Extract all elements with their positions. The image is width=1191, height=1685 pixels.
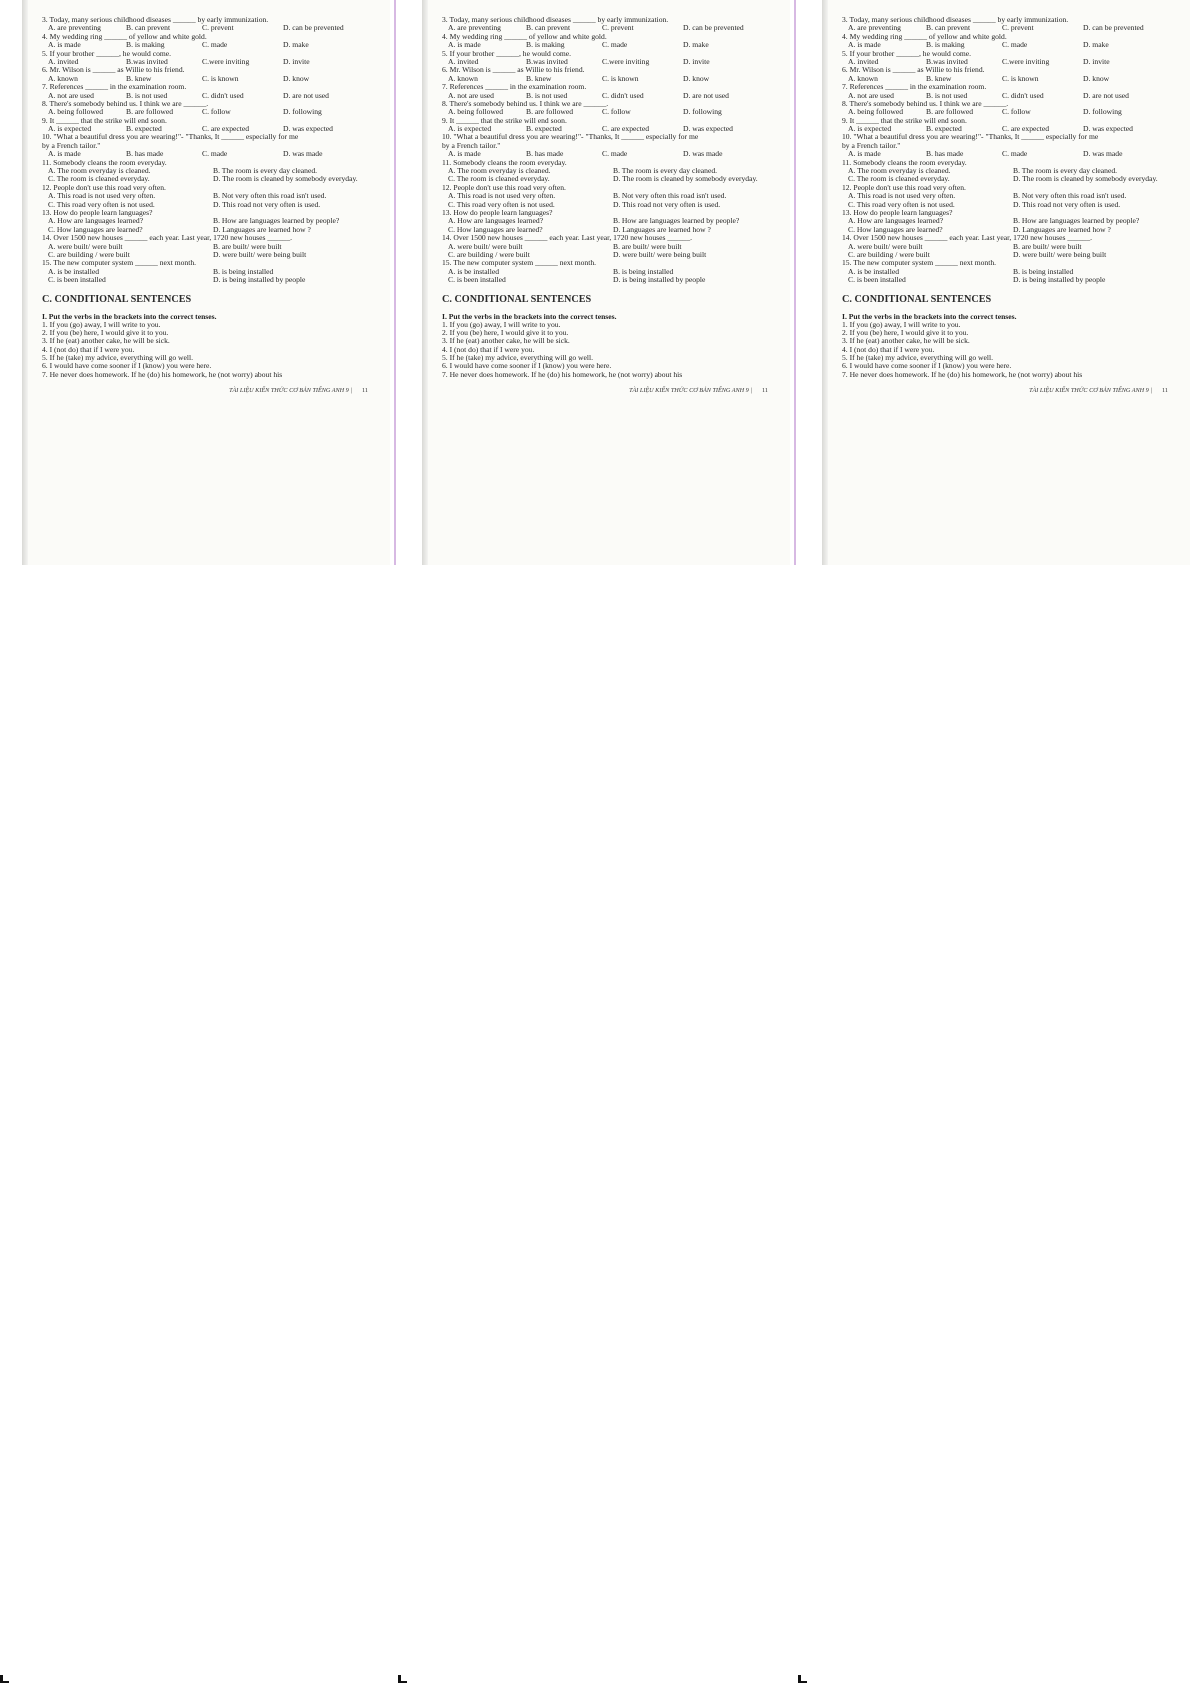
answer-option[interactable]: D. following [683,107,722,117]
answer-option[interactable]: B. expected [126,124,162,134]
question-stem: 4. My wedding ring ______ of yellow and white gold. [842,32,1007,41]
answer-option[interactable]: C. are expected [602,124,650,134]
answer-option[interactable]: B. is making [526,40,565,50]
question-stem: 9. It ______ that the strike will end soon. [42,116,167,125]
answer-option[interactable]: A. invited [848,56,879,66]
answer-options [42,24,378,32]
answer-option[interactable]: D. invite [1083,56,1110,66]
page-footer [42,387,378,395]
answer-option[interactable]: A. invited [48,56,79,66]
page-footer [842,387,1178,395]
answer-options [442,276,778,284]
answer-option[interactable]: C. are building / were built [448,249,530,259]
answer-option[interactable]: A. This road is not used very often. [448,191,556,201]
question-stem: 13. How do people learn languages? [442,208,553,217]
answer-option[interactable]: D. are not used [683,90,729,100]
answer-options [842,125,1178,133]
question-stem: 14. Over 1500 new houses ______ each year. Last year, 1720 new houses ______. [442,234,693,243]
exercise-title: I. Put the verbs in the brackets into the correct tenses. [42,311,217,321]
answer-option[interactable]: C.were inviting [1002,56,1050,66]
exercise-item: 3. If he (eat) another cake, he will be sick. [842,337,970,346]
answer-option[interactable]: D. know [1083,73,1110,83]
answer-option[interactable]: A. known [448,73,478,83]
answer-option[interactable]: B. are built/ were built [613,241,682,251]
answer-option[interactable]: A. invited [448,56,479,66]
answer-options [42,175,378,183]
answer-option[interactable]: C. made [602,40,628,50]
bottom-crop-marks [0,1675,1191,1685]
answer-option[interactable]: A. How are languages learned? [48,216,144,226]
answer-option[interactable]: A. being followed [848,107,904,117]
answer-options [442,175,778,183]
footer-text: TÀI LIỆU KIẾN THỨC CƠ BẢN TIẾNG ANH 9 | [229,387,353,395]
answer-option[interactable]: A. is be installed [848,266,900,276]
crop-mark [798,1675,801,1683]
question-stem: 12. People don't use this road very often. [442,183,566,192]
answer-option[interactable]: A. is made [448,40,481,50]
answer-option[interactable]: B. expected [926,124,962,134]
question-stem: 15. The new computer system ______ next month. [842,259,997,268]
answer-option[interactable]: B. How are languages learned by people? [1013,216,1140,226]
page-copy-2 [422,0,790,565]
answer-option[interactable]: B. knew [126,73,152,83]
answer-options [842,251,1178,259]
answer-options [442,125,778,133]
answer-option[interactable]: B. Not very often this road isn't used. [213,191,327,201]
answer-option[interactable]: C. This road very often is not used. [848,199,955,209]
answer-option[interactable]: A. is be installed [448,266,500,276]
answer-option[interactable]: D. This road not very often is used. [1013,199,1121,209]
answer-option[interactable]: A. The room everyday is cleaned. [448,166,551,176]
question-stem: 4. My wedding ring ______ of yellow and white gold. [42,32,207,41]
answer-option[interactable]: C. made [1002,40,1028,50]
answer-options [442,92,778,100]
answer-option[interactable]: A. How are languages learned? [848,216,944,226]
answer-options [442,251,778,259]
answer-option[interactable]: C. How languages are learned? [848,224,943,234]
answer-option[interactable]: C. is been installed [48,275,106,285]
answer-options [442,41,778,49]
answer-option[interactable]: B. can prevent [526,23,571,33]
question-stem: 5. If your brother ______, he would come. [42,49,172,58]
answer-option[interactable]: B. The room is every day cleaned. [1013,166,1118,176]
page-copy-body [442,16,778,395]
answer-option[interactable]: A. were built/ were built [448,241,523,251]
answer-option[interactable]: A. is expected [48,124,92,134]
answer-option[interactable]: C. is been installed [448,275,506,285]
page-copy-3 [822,0,1190,565]
answer-option[interactable]: D. make [1083,40,1109,50]
answer-option[interactable]: B. are built/ were built [213,241,282,251]
answer-option[interactable]: C. are building / were built [848,249,930,259]
answer-option[interactable]: D. was expected [683,124,733,134]
answer-option[interactable]: B. are built/ were built [1013,241,1082,251]
answer-options [42,125,378,133]
answer-option[interactable]: D. This road not very often is used. [613,199,721,209]
answer-options [442,58,778,66]
answer-option[interactable]: C. prevent [202,23,234,33]
answer-option[interactable]: A. not are used [448,90,494,100]
answer-options [442,24,778,32]
answer-option[interactable]: D. Languages are learned how ? [613,224,711,234]
question-stem: 10. "What a beautiful dress you are wearing!"- "Thanks, It ______ especially for me [842,133,1099,142]
answer-option[interactable]: A. not are used [48,90,94,100]
answer-options [842,92,1178,100]
answer-option[interactable]: D. invite [283,56,310,66]
answer-option[interactable]: A. The room everyday is cleaned. [48,166,151,176]
answer-option[interactable]: C. are expected [202,124,250,134]
footer-text: TÀI LIỆU KIẾN THỨC CƠ BẢN TIẾNG ANH 9 | [1029,387,1153,395]
exercise-item: 5. If he (take) my advice, everything will go well. [842,354,993,363]
answer-option[interactable]: C. made [1002,149,1028,159]
answer-option[interactable]: B. can prevent [926,23,971,33]
answer-options [42,108,378,116]
answer-option[interactable]: B. knew [926,73,952,83]
answer-option[interactable]: C. follow [202,107,231,117]
answer-options [842,276,1178,284]
column-divider [394,0,396,565]
answer-options [42,201,378,209]
crop-mark [398,1675,401,1683]
answer-options [442,108,778,116]
answer-option[interactable]: B.was invited [126,56,168,66]
answer-option[interactable]: C. made [202,149,228,159]
question-stem: 13. How do people learn languages? [42,208,153,217]
question-stem: 8. There's somebody behind us. I think we are ______. [442,99,609,108]
page-number: 11 [362,387,368,395]
answer-options [42,92,378,100]
answer-option[interactable]: A. is made [48,149,81,159]
answer-option[interactable]: D. The room is cleaned by somebody everyday. [1013,174,1158,184]
answer-options [842,58,1178,66]
question-stem: 3. Today, many serious childhood diseases ______ by early immunization. [42,16,269,24]
exercise-item: 7. He never does homework. If he (do) his homework, he (not worry) about his [42,370,283,379]
answer-option[interactable]: D. know [283,73,310,83]
answer-option[interactable]: C.were inviting [602,56,650,66]
exercise-item: 3. If he (eat) another cake, he will be sick. [42,337,170,346]
answer-option[interactable]: C. follow [1002,107,1031,117]
exercise-item: 7. He never does homework. If he (do) his homework, he (not worry) about his [442,370,683,379]
answer-option[interactable]: D. Languages are learned how ? [1013,224,1111,234]
column-divider [794,0,796,565]
answer-option[interactable]: D. The room is cleaned by somebody everyday. [213,174,358,184]
section-title: C. CONDITIONAL SENTENCES [442,293,592,305]
answer-options [842,175,1178,183]
question-stem: 12. People don't use this road very often. [42,183,166,192]
answer-option[interactable]: C. How languages are learned? [48,224,143,234]
answer-option[interactable]: C. is known [602,73,639,83]
question-stem-continued: by a French tailor." [42,141,101,150]
answer-option[interactable]: D. is being installed by people [213,275,306,285]
answer-options [842,201,1178,209]
question-stem: 5. If your brother ______, he would come. [442,49,572,58]
answer-option[interactable]: B. The room is every day cleaned. [613,166,718,176]
answer-option[interactable]: C. How languages are learned? [448,224,543,234]
answer-option[interactable]: C. made [202,40,228,50]
answer-option[interactable]: D. was made [683,149,723,159]
answer-options [842,150,1178,158]
answer-option[interactable]: A. are preventing [48,23,101,33]
answer-option[interactable]: C. made [602,149,628,159]
answer-option[interactable]: C. didn't used [602,90,644,100]
answer-option[interactable]: C. This road very often is not used. [48,199,155,209]
answer-option[interactable]: B. is not used [926,90,968,100]
answer-option[interactable]: D. is being installed by people [1013,275,1106,285]
answer-option[interactable]: D. This road not very often is used. [213,199,321,209]
answer-option[interactable]: A. How are languages learned? [448,216,544,226]
answer-option[interactable]: B. Not very often this road isn't used. [613,191,727,201]
question-stem-continued: by a French tailor." [442,141,501,150]
question-stem: 5. If your brother ______, he would come. [842,49,972,58]
answer-option[interactable]: C. The room is cleaned everyday. [848,174,950,184]
answer-option[interactable]: A. being followed [48,107,104,117]
answer-option[interactable]: B. are followed [126,107,174,117]
exercise-item: 6. I would have come sooner if I (know) you were here. [442,362,612,371]
answer-options [842,108,1178,116]
answer-option[interactable]: D. make [683,40,709,50]
answer-option[interactable]: B. Not very often this road isn't used. [1013,191,1127,201]
question-stem: 7. References ______ in the examination room. [442,83,587,92]
answer-option[interactable]: C. is been installed [848,275,906,285]
page-copy-body [42,16,378,395]
answer-option[interactable]: B. expected [526,124,562,134]
exercise-item: 5. If he (take) my advice, everything will go well. [42,354,193,363]
exercise-title: I. Put the verbs in the brackets into the correct tenses. [442,311,617,321]
answer-option[interactable]: B. has made [126,149,164,159]
answer-options [42,251,378,259]
answer-option[interactable]: A. The room everyday is cleaned. [848,166,951,176]
answer-option[interactable]: D. following [1083,107,1122,117]
answer-option[interactable]: C. is known [1002,73,1039,83]
question-stem: 6. Mr. Wilson is ______ as Willie to his friend. [442,66,585,75]
answer-option[interactable]: D. were built/ were being built [213,249,307,259]
answer-options [842,226,1178,234]
answer-option[interactable]: B. is making [926,40,965,50]
answer-option[interactable]: D. are not used [1083,90,1129,100]
answer-option[interactable]: D. were built/ were being built [613,249,707,259]
answer-options [442,150,778,158]
answer-option[interactable]: D. make [283,40,309,50]
exercise-item: 2. If you (be) here, I would give it to you. [42,328,169,337]
answer-option[interactable]: A. This road is not used very often. [48,191,156,201]
answer-option[interactable]: A. not are used [848,90,894,100]
question-stem: 14. Over 1500 new houses ______ each year. Last year, 1720 new houses ______. [842,234,1093,243]
question-stem: 10. "What a beautiful dress you are wearing!"- "Thanks, It ______ especially for me [442,133,699,142]
answer-option[interactable]: B. knew [526,73,552,83]
question-stem: 13. How do people learn languages? [842,208,953,217]
question-stem: 15. The new computer system ______ next month. [42,259,197,268]
answer-option[interactable]: C. This road very often is not used. [448,199,555,209]
answer-option[interactable]: D. know [683,73,710,83]
exercise-item: 4. I (not do) that if I were you. [842,345,935,354]
answer-options [42,75,378,83]
question-stem: 8. There's somebody behind us. I think we are ______. [42,99,209,108]
answer-option[interactable]: D. can be prevented [1083,23,1144,33]
answer-option[interactable]: B. is making [126,40,165,50]
exercise-item: 2. If you (be) here, I would give it to you. [842,328,969,337]
exercise-item: 6. I would have come sooner if I (know) you were here. [842,362,1012,371]
answer-option[interactable]: D. following [283,107,322,117]
exercise-item: 5. If he (take) my advice, everything will go well. [442,354,593,363]
exercise-item: 2. If you (be) here, I would give it to you. [442,328,569,337]
answer-option[interactable]: A. known [848,73,878,83]
answer-options [42,150,378,158]
answer-option[interactable]: A. is expected [448,124,492,134]
answer-option[interactable]: A. is made [848,40,881,50]
answer-option[interactable]: B. has made [926,149,964,159]
question-stem: 11. Somebody cleans the room everyday. [42,158,167,167]
page-copy-body [842,16,1178,395]
answer-option[interactable]: C. are building / were built [48,249,130,259]
answer-option[interactable]: C. prevent [602,23,634,33]
question-stem: 9. It ______ that the strike will end soon. [842,116,967,125]
exercise-item: 4. I (not do) that if I were you. [42,345,135,354]
answer-option[interactable]: A. This road is not used very often. [848,191,956,201]
answer-option[interactable]: A. were built/ were built [48,241,123,251]
answer-option[interactable]: A. is expected [848,124,892,134]
exercise-item: 1. If you (go) away, I will write to you. [42,320,161,329]
answer-option[interactable]: B. is not used [526,90,568,100]
page-footer [442,387,778,395]
answer-option[interactable]: B. is being installed [213,266,274,276]
answer-option[interactable]: C. The room is cleaned everyday. [448,174,550,184]
answer-option[interactable]: B. are followed [926,107,974,117]
exercise-item: 1. If you (go) away, I will write to you. [442,320,561,329]
answer-option[interactable]: B. has made [526,149,564,159]
question-stem: 11. Somebody cleans the room everyday. [842,158,967,167]
answer-option[interactable]: B. are followed [526,107,574,117]
exercise-item: 4. I (not do) that if I were you. [442,345,535,354]
answer-option[interactable]: D. was expected [1083,124,1133,134]
question-stem: 7. References ______ in the examination room. [842,83,987,92]
answer-option[interactable]: A. is be installed [48,266,100,276]
answer-option[interactable]: C. prevent [1002,23,1034,33]
section-title: C. CONDITIONAL SENTENCES [842,293,992,305]
exercise-item: 6. I would have come sooner if I (know) you were here. [42,362,212,371]
answer-options [442,201,778,209]
answer-option[interactable]: D. was made [283,149,323,159]
answer-option[interactable]: B.was invited [526,56,568,66]
question-stem: 7. References ______ in the examination room. [42,83,187,92]
question-stem: 4. My wedding ring ______ of yellow and white gold. [442,32,607,41]
question-stem: 12. People don't use this road very often. [842,183,966,192]
page-number: 11 [1162,387,1168,395]
answer-option[interactable]: C. didn't used [1002,90,1044,100]
exercise-title: I. Put the verbs in the brackets into the correct tenses. [842,311,1017,321]
answer-option[interactable]: C. The room is cleaned everyday. [48,174,150,184]
question-stem: 6. Mr. Wilson is ______ as Willie to his friend. [42,66,185,75]
answer-option[interactable]: B. The room is every day cleaned. [213,166,318,176]
answer-option[interactable]: D. was made [1083,149,1123,159]
question-stem: 8. There's somebody behind us. I think we are ______. [842,99,1009,108]
answer-options [42,276,378,284]
footer-text: TÀI LIỆU KIẾN THỨC CƠ BẢN TIẾNG ANH 9 | [629,387,753,395]
answer-option[interactable]: A. is made [848,149,881,159]
answer-option[interactable]: A. is made [448,149,481,159]
answer-option[interactable]: A. are preventing [848,23,901,33]
answer-options [42,226,378,234]
question-stem: 11. Somebody cleans the room everyday. [442,158,567,167]
answer-option[interactable]: A. are preventing [448,23,501,33]
answer-option[interactable]: D. can be prevented [283,23,344,33]
answer-options [442,226,778,234]
question-stem: 10. "What a beautiful dress you are wearing!"- "Thanks, It ______ especially for me [42,133,299,142]
page-copy-1 [22,0,390,565]
answer-option[interactable]: B. How are languages learned by people? [213,216,340,226]
answer-option[interactable]: D. can be prevented [683,23,744,33]
answer-option[interactable]: C. are expected [1002,124,1050,134]
answer-option[interactable]: B. is being installed [1013,266,1074,276]
answer-options [42,41,378,49]
exercise-item: 3. If he (eat) another cake, he will be sick. [442,337,570,346]
answer-option[interactable]: B. can prevent [126,23,171,33]
answer-option[interactable]: D. invite [683,56,710,66]
answer-option[interactable]: B. is not used [126,90,168,100]
answer-options [842,41,1178,49]
exercise-item: 7. He never does homework. If he (do) his homework, he (not worry) about his [842,370,1083,379]
answer-option[interactable]: D. are not used [283,90,329,100]
answer-option[interactable]: B. is being installed [613,266,674,276]
answer-option[interactable]: D. was expected [283,124,333,134]
answer-option[interactable]: C. is known [202,73,239,83]
answer-option[interactable]: D. Languages are learned how ? [213,224,311,234]
question-stem: 3. Today, many serious childhood diseases ______ by early immunization. [842,16,1069,24]
answer-option[interactable]: C.were inviting [202,56,250,66]
answer-option[interactable]: A. were built/ were built [848,241,923,251]
question-stem: 3. Today, many serious childhood diseases ______ by early immunization. [442,16,669,24]
answer-option[interactable]: A. known [48,73,78,83]
answer-option[interactable]: D. is being installed by people [613,275,706,285]
answer-option[interactable]: C. follow [602,107,631,117]
answer-option[interactable]: B.was invited [926,56,968,66]
question-stem: 6. Mr. Wilson is ______ as Willie to his friend. [842,66,985,75]
answer-option[interactable]: A. is made [48,40,81,50]
question-stem: 15. The new computer system ______ next month. [442,259,597,268]
answer-options [442,75,778,83]
answer-option[interactable]: C. didn't used [202,90,244,100]
question-stem: 14. Over 1500 new houses ______ each year. Last year, 1720 new houses ______. [42,234,293,243]
question-stem: 9. It ______ that the strike will end soon. [442,116,567,125]
question-stem-continued: by a French tailor." [842,141,901,150]
crop-mark [0,1675,3,1683]
section-title: C. CONDITIONAL SENTENCES [42,293,192,305]
answer-option[interactable]: D. were built/ were being built [1013,249,1107,259]
answer-option[interactable]: A. being followed [448,107,504,117]
page-copies-container [22,0,1191,565]
answer-option[interactable]: B. How are languages learned by people? [613,216,740,226]
page-number: 11 [762,387,768,395]
answer-options [42,58,378,66]
answer-options [842,24,1178,32]
answer-option[interactable]: D. The room is cleaned by somebody everyday. [613,174,758,184]
exercise-item: 1. If you (go) away, I will write to you. [842,320,961,329]
answer-options [842,75,1178,83]
